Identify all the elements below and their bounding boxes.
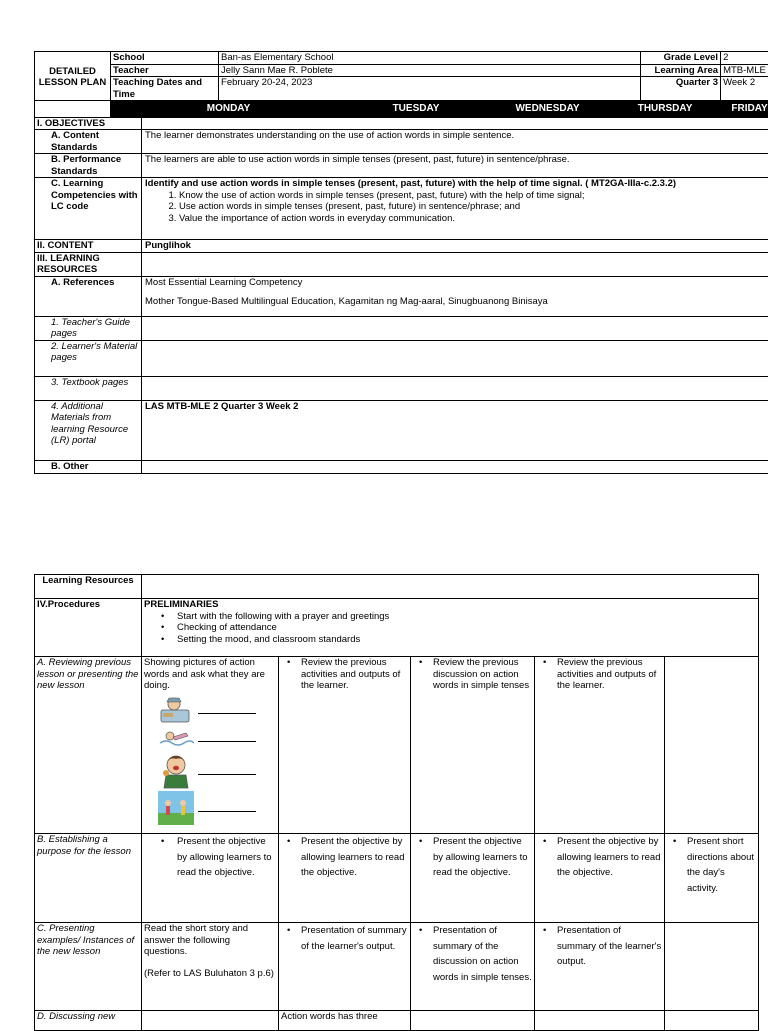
reviewing-monday-cell [142, 657, 279, 834]
action-picture-1 [144, 696, 276, 724]
discussing-new-label: D. Discussing new [35, 1011, 142, 1031]
teacher-label: Teacher [111, 64, 219, 77]
additional-materials-value: LAS MTB-MLE 2 Quarter 3 Week 2 [142, 400, 768, 460]
teachers-guide-label: 1. Teacher's Guide pages [35, 316, 142, 340]
examples-monday-text: Read the short story and answer the following questions. [144, 923, 276, 958]
purpose-thursday-text: • Present the objective by allowing learners to read the objective. [537, 834, 662, 881]
references-label: A. References [35, 276, 142, 316]
purpose-wednesday-text: • Present the objective by allowing learners to read the objective. [413, 834, 532, 881]
purpose-friday-text: • Present short directions about the day's activity. [667, 834, 756, 896]
discussing-tuesday-text: Action words has three [279, 1011, 411, 1031]
week-value: Week 2 [721, 77, 768, 101]
content-label: II. CONTENT [35, 240, 142, 253]
purpose-tuesday-text: • Present the objective by allowing learners to read the objective. [281, 834, 408, 881]
examples-monday-cell [142, 923, 279, 1011]
grade-level-label: Grade Level [641, 52, 721, 65]
purpose-thursday-cell [535, 834, 665, 923]
presenting-examples-label: C. Presenting examples/ Instances of the new lesson [35, 923, 142, 1011]
answer-blank [198, 766, 256, 775]
preliminaries-list [144, 611, 756, 646]
school-label: School [111, 52, 219, 65]
day-thursday: THURSDAY [610, 101, 721, 118]
reviewing-monday-text: Showing pictures of action words and ask what they are doing. [144, 657, 276, 692]
action-picture-3 [144, 752, 276, 790]
reviewing-thursday-text: • Review the previous activities and outputs of the learner. [537, 657, 662, 692]
learning-competencies-cell [142, 178, 768, 240]
examples-wednesday-cell [411, 923, 535, 1011]
reviewing-wednesday-text: • Review the previous discussion on action words in simple tenses [413, 657, 532, 692]
reviewing-friday-cell [665, 657, 759, 834]
performance-standards-label: B. Performance Standards [35, 154, 142, 178]
examples-tuesday-text: • Presentation of summary of the learner's output. [281, 923, 408, 954]
answer-blank [198, 733, 256, 742]
competency-item: 2. Use action words in simple tenses (present, past, future) in sentence/phrase; and [179, 201, 768, 213]
content-value: Punglihok [142, 240, 768, 253]
day-header-row [35, 101, 768, 118]
reviewing-tuesday-text: • Review the previous activities and outputs of the learner. [281, 657, 408, 692]
day-tuesday: TUESDAY [347, 101, 486, 118]
performance-standards-value: The learners are able to use action words in simple tenses (present, past, future) in sentence/phrase. [142, 154, 768, 178]
learners-material-label: 2. Learner's Material pages [35, 340, 142, 376]
examples-wednesday-text: • Presentation of summary of the discussion on action words in simple tenses. [413, 923, 532, 985]
reference-line: Most Essential Learning Competency [145, 277, 768, 289]
quarter-label: Quarter 3 [641, 77, 721, 101]
learning-area-value: MTB-MLE [721, 64, 768, 77]
dlp-title: DETAILED LESSON PLAN [35, 52, 111, 101]
preliminaries-title: PRELIMINARIES [144, 599, 756, 611]
action-picture-2 [144, 724, 276, 752]
preliminary-item: • Checking of attendance [144, 622, 756, 634]
establishing-purpose-label: B. Establishing a purpose for the lesson [35, 834, 142, 923]
teaching-dates-label: Teaching Dates and Time [111, 77, 219, 101]
references-cell [142, 276, 768, 316]
swimming-icon [158, 727, 194, 749]
worker-icon [158, 696, 194, 724]
school-value: Ban-as Elementary School [219, 52, 641, 65]
learning-area-label: Learning Area [641, 64, 721, 77]
content-standards-value: The learner demonstrates understanding on the use of action words in simple sentence. [142, 130, 768, 154]
purpose-monday-cell [142, 834, 279, 923]
teaching-dates-value: February 20-24, 2023 [219, 77, 641, 101]
other-label: B. Other [35, 460, 142, 473]
reviewing-tuesday-cell [279, 657, 411, 834]
learning-resources-label: Learning Resources [35, 575, 142, 599]
reference-line: Mother Tongue-Based Multilingual Education, Kagamitan ng Mag-aaral, Sinugbuanong Binisaya [145, 296, 768, 308]
additional-materials-label: 4. Additional Materials from learning Resource (LR) portal [35, 400, 142, 460]
content-standards-label: A. Content Standards [35, 130, 142, 154]
purpose-wednesday-cell [411, 834, 535, 923]
objectives-title: I. OBJECTIVES [35, 117, 142, 130]
day-friday: FRIDAY [721, 101, 768, 118]
learning-competencies-label: C. Learning Competencies with LC code [35, 178, 142, 240]
preliminaries-cell [142, 599, 759, 657]
competency-item: 3. Value the importance of action words in everyday communication. [179, 213, 768, 225]
teacher-value: Jelly Sann Mae R. Poblete [219, 64, 641, 77]
preliminary-item: • Start with the following with a prayer and greetings [144, 611, 756, 623]
purpose-monday-text: • Present the objective by allowing learners to read the objective. [144, 834, 276, 881]
reviewing-lesson-label: A. Reviewing previous lesson or presenting the new lesson [35, 657, 142, 834]
procedures-label: IV.Procedures [35, 599, 142, 657]
learning-resources-label: III. LEARNING RESOURCES [35, 252, 142, 276]
examples-thursday-cell [535, 923, 665, 1011]
textbook-label: 3. Textbook pages [35, 376, 142, 400]
examples-monday-reference: (Refer to LAS Buluhaton 3 p.6) [144, 968, 276, 980]
children-playing-icon [158, 791, 194, 825]
preliminary-item: • Setting the mood, and classroom standards [144, 634, 756, 646]
grade-level-value: 2 [721, 52, 768, 65]
answer-blank [198, 803, 256, 812]
examples-thursday-text: • Presentation of summary of the learner's output. [537, 923, 662, 970]
reviewing-wednesday-cell [411, 657, 535, 834]
purpose-tuesday-cell [279, 834, 411, 923]
action-picture-4 [144, 790, 276, 826]
eating-boy-icon [158, 753, 194, 789]
answer-blank [198, 705, 256, 714]
learning-competencies-heading: Identify and use action words in simple tenses (present, past, future) with the help of time signal. ( MT2GA-IIIa-c.2.3.2) [145, 178, 768, 190]
competency-list [145, 190, 768, 225]
day-monday: MONDAY [111, 101, 347, 118]
examples-tuesday-cell [279, 923, 411, 1011]
reviewing-thursday-cell [535, 657, 665, 834]
examples-friday-cell [665, 923, 759, 1011]
purpose-friday-cell [665, 834, 759, 923]
competency-item: 1. Know the use of action words in simple tenses (present, past, future) with the help of time signal; [179, 190, 768, 202]
procedures-table [34, 574, 759, 1031]
lesson-plan-header-table [34, 51, 768, 474]
day-wednesday: WEDNESDAY [486, 101, 610, 118]
